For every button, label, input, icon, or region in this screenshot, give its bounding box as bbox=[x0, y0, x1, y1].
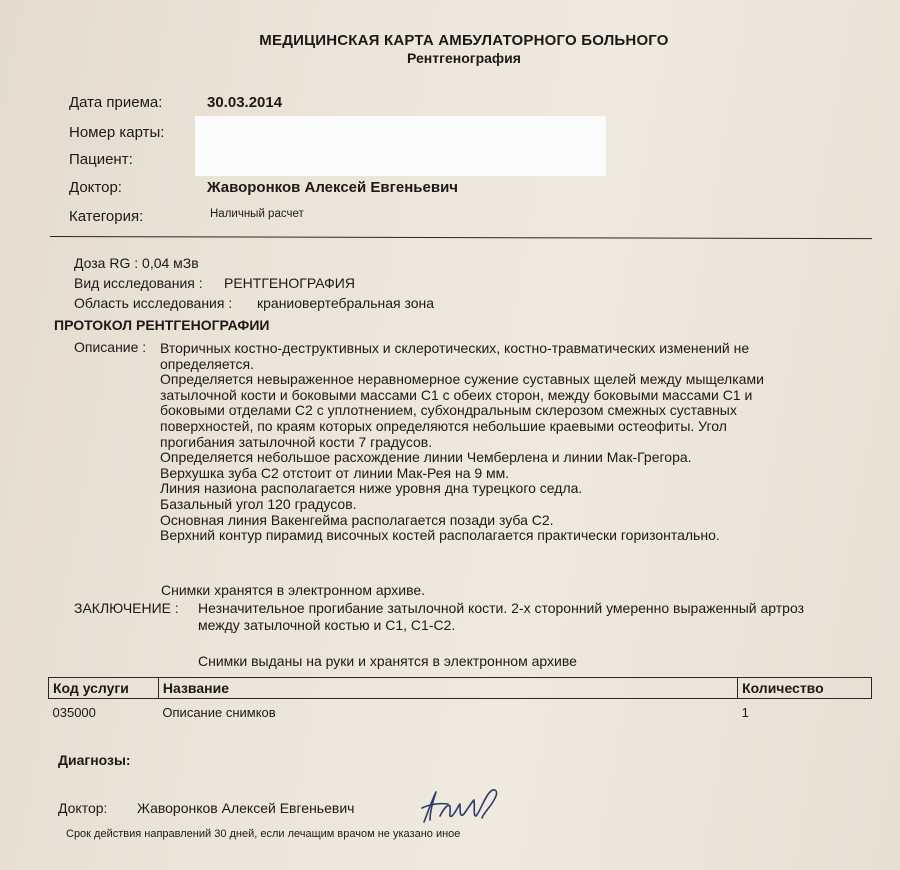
archive-note: Снимки хранятся в электронном архиве. bbox=[161, 582, 426, 598]
visit-date-value: 30.03.2014 bbox=[207, 94, 283, 111]
column-header-quantity: Количество bbox=[738, 678, 872, 699]
exam-area-label: Область исследования : bbox=[74, 295, 233, 311]
service-quantity: 1 bbox=[741, 705, 749, 720]
patient-label: Пациент: bbox=[69, 151, 133, 168]
description-line: Верхний контур пирамид височных костей располагается практически горизонтально. bbox=[160, 527, 720, 544]
visit-date-label: Дата приема: bbox=[69, 94, 163, 111]
column-header-name: Название bbox=[158, 678, 737, 699]
services-table bbox=[48, 677, 872, 720]
category-label: Категория: bbox=[69, 208, 144, 225]
table-row bbox=[49, 699, 872, 721]
description-line: поверхностей, по краям которых определяются небольшие краевыми остеофиты. Угол bbox=[160, 417, 727, 434]
card-number-label: Номер карты: bbox=[69, 124, 165, 141]
conclusion-line: между затылочной костью и С1, С1-С2. bbox=[198, 617, 456, 633]
dose-line: Доза RG : 0,04 мЗв bbox=[74, 255, 199, 271]
column-header-code: Код услуги bbox=[49, 678, 159, 699]
service-name: Описание снимков bbox=[162, 705, 276, 720]
footer-doctor-value: Жаворонков Алексей Евгеньевич bbox=[137, 800, 355, 816]
doctor-value: Жаворонков Алексей Евгеньевич bbox=[207, 179, 458, 196]
footer-doctor-label: Доктор: bbox=[58, 800, 108, 816]
exam-type-value: РЕНТГЕНОГРАФИЯ bbox=[224, 275, 355, 291]
table-header-row bbox=[49, 678, 872, 699]
description-label: Описание : bbox=[74, 339, 147, 355]
description-line: Вторичных костно-деструктивных и склеротических, костно-травматических изменений не bbox=[160, 340, 750, 356]
document-subtitle: Рентгенография bbox=[407, 50, 521, 66]
description-line: Определяется небольшое расхождение линии Чемберлена и линии Мак-Грегора. bbox=[160, 449, 692, 466]
description-line: прогибания затылочной кости 7 градусов. bbox=[160, 433, 433, 450]
doctor-signature bbox=[418, 786, 508, 828]
description-line: Линия назиона располагается ниже уровня дна турецкого седла. bbox=[160, 480, 583, 497]
service-code: 035000 bbox=[52, 705, 96, 720]
protocol-heading: ПРОТОКОЛ РЕНТГЕНОГРАФИИ bbox=[54, 317, 270, 333]
document-title: МЕДИЦИНСКАЯ КАРТА АМБУЛАТОРНОГО БОЛЬНОГО bbox=[259, 32, 669, 49]
description-line: Определяется невыраженное неравномерное сужение суставных щелей между мыщелками bbox=[160, 371, 764, 388]
conclusion-line: Незначительное прогибание затылочной кости. 2-х сторонний умеренно выраженный артроз bbox=[198, 600, 805, 616]
exam-type-label: Вид исследования : bbox=[74, 275, 203, 291]
description-line: определяется. bbox=[160, 355, 254, 372]
validity-note: Срок действия направлений 30 дней, если лечащим врачом не указано иное bbox=[66, 828, 461, 840]
handout-note: Снимки выданы на руки и хранятся в электронном архиве bbox=[198, 653, 577, 669]
doctor-label: Доктор: bbox=[69, 179, 122, 196]
diagnoses-label: Диагнозы: bbox=[58, 752, 131, 768]
category-value: Наличный расчет bbox=[210, 208, 304, 220]
description-text bbox=[160, 341, 820, 544]
divider-line bbox=[50, 236, 872, 239]
conclusion-label: ЗАКЛЮЧЕНИЕ : bbox=[74, 600, 179, 616]
description-line: Верхушка зуба С2 отстоит от линии Мак-Рея на 9 мм. bbox=[160, 464, 510, 481]
description-line: боковыми отделами С2 с уплотнением, субхондральным склерозом смежных суставных bbox=[160, 402, 737, 419]
description-line: затылочной кости и боковыми массами С1 с обеих сторон, между боковыми массами С1 и bbox=[160, 386, 753, 403]
exam-area-value: краниовертебральная зона bbox=[257, 295, 435, 311]
description-line: Базальный угол 120 градусов. bbox=[160, 495, 357, 512]
redacted-block bbox=[195, 116, 606, 176]
description-line: Основная линия Вакенгейма располагается позади зуба С2. bbox=[160, 511, 554, 528]
